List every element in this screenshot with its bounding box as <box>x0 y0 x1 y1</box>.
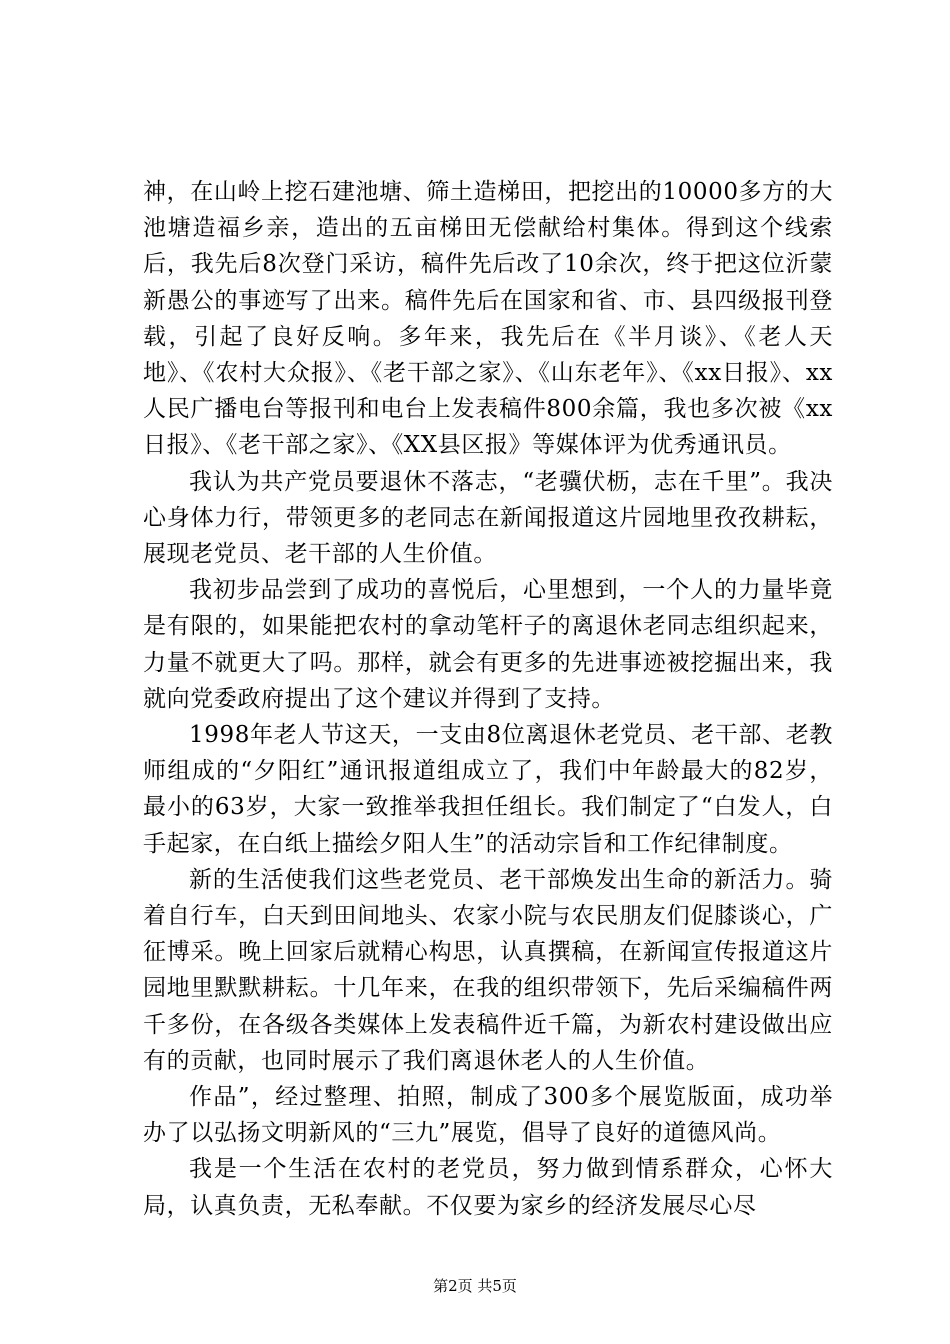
paragraph-7: 我是一个生活在农村的老党员，努力做到情系群众，心怀大局，认真负责，无私奉献。不仅要为家乡的经济发展尽心尽 <box>143 1156 833 1219</box>
paragraph-5: 新的生活使我们这些老党员、老干部焕发出生命的新活力。骑着自行车，白天到田间地头、农家小院与农民朋友们促膝谈心，广征博采。晚上回家后就精心构思，认真撰稿，在新闻宣传报道这片园地里默默耕耘。十几年来，在我的组织带领下，先后采编稿件两千多份，在各级各类媒体上发表稿件近千篇，为新农村建设做出应有的贡献，也同时展示了我们离退休老人的人生价值。 <box>143 866 833 1074</box>
paragraph-3: 我初步品尝到了成功的喜悦后，心里想到，一个人的力量毕竟是有限的，如果能把农村的拿动笔杆子的离退休老同志组织起来，力量不就更大了吗。那样，就会有更多的先进事迹被挖掘出来，我就向党委政府提出了这个建议并得到了支持。 <box>143 577 833 712</box>
document-body <box>143 174 833 1224</box>
paragraph-1: 神，在山岭上挖石建池塘、筛土造梯田，把挖出的10000多方的大池塘造福乡亲，造出的五亩梯田无偿献给村集体。得到这个线索后，我先后8次登门采访，稿件先后改了10余次，终于把这位沂蒙新愚公的事迹写了出来。稿件先后在国家和省、市、县四级报刊登载，引起了良好反响。多年来，我先后在《半月谈》、《老人天地》、《农村大众报》、《老干部之家》、《山东老年》、《xx日报》、xx人民广播电台等报刊和电台上发表稿件800余篇，我也多次被《xx日报》、《老干部之家》、《XX县区报》等媒体评为优秀通讯员。 <box>143 179 833 459</box>
paragraph-4: 1998年老人节这天，一支由8位离退休老党员、老干部、老教师组成的“夕阳红”通讯报道组成立了，我们中年龄最大的82岁，最小的63岁，大家一致推举我担任组长。我们制定了“白发人，白手起家，在白纸上描绘夕阳人生”的活动宗旨和工作纪律制度。 <box>143 722 833 857</box>
paragraph-6: 作品”，经过整理、拍照，制成了300多个展览版面，成功举办了以弘扬文明新风的“三九”展览，倡导了良好的道德风尚。 <box>143 1084 833 1147</box>
paragraph-2: 我认为共产党员要退休不落志，“老骥伏枥，志在千里”。我决心身体力行，带领更多的老同志在新闻报道这片园地里孜孜耕耘，展现老党员、老干部的人生价值。 <box>143 468 833 568</box>
page-footer: 第2页 共5页 <box>433 1277 517 1295</box>
